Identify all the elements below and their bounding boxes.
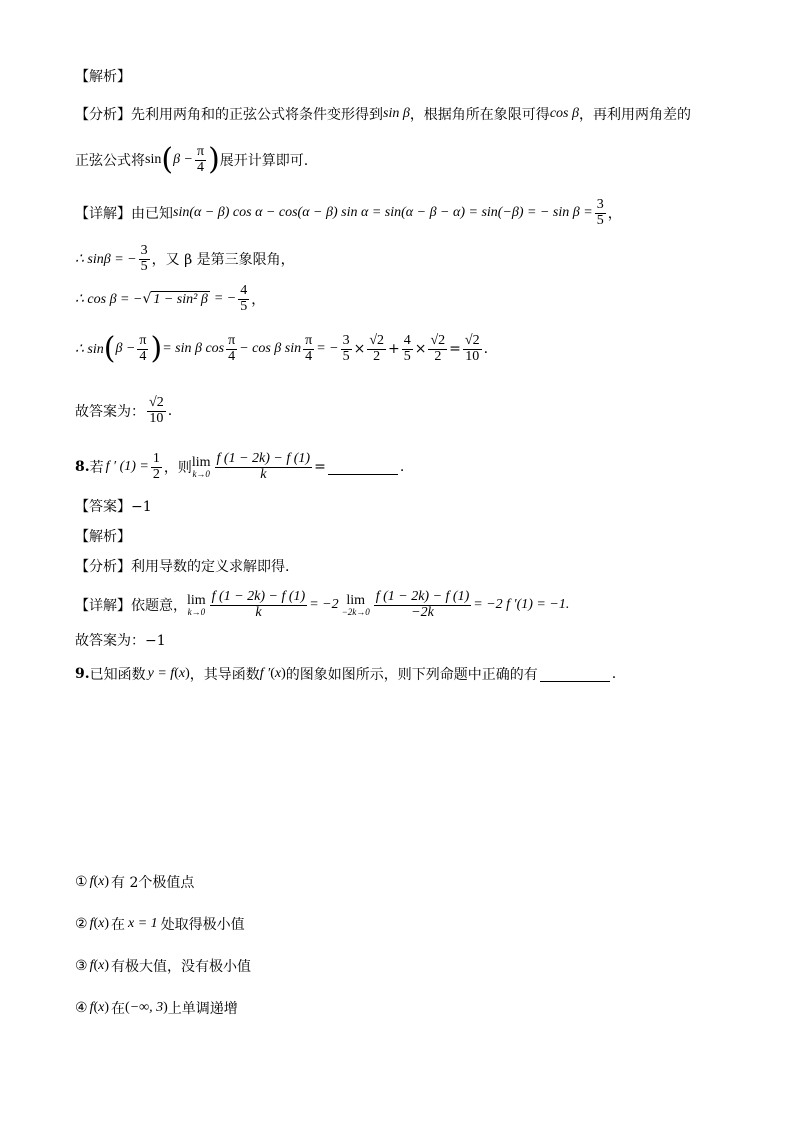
sin-beta-value: ∴ sinβ = −: [75, 251, 137, 267]
xiangjie-line1: 【详解】 由已知 sin(α − β) cos α − cos(α − β) sin α = sin(α − β − α) = sin(−β) = − sin β = $\frac{3}{5}$ ，: [75, 197, 622, 228]
cos-beta-pre: ∴ cos β = −: [75, 291, 143, 307]
xiangjie-tag: 【详解】: [75, 206, 131, 223]
option-4: ④ f ( x ) 在 ( −∞, 3 ) 上单调递增: [75, 1000, 238, 1017]
cos-beta: cos β: [549, 106, 579, 121]
question-number: 9.: [75, 666, 90, 682]
jiexi-heading: [75, 66, 131, 86]
limit-operator: lim k→0: [191, 454, 211, 479]
jiexi-tag: 【解析】: [75, 69, 131, 85]
quadrant-note: ，又 β 是第三象限角，: [151, 252, 295, 269]
fenxi-paragraph-line1: [75, 104, 691, 124]
fenxi-text: 先利用两角和的正弦公式将条件变形得到: [131, 107, 383, 123]
identity-expression: sin(α − β) cos α − cos(α − β) sin α = sin(α − β − α) = sin(−β) = − sin β =: [173, 205, 593, 221]
option-1: ① f ( x ) 有 2个极值点: [75, 874, 195, 891]
option-2: ② f ( x ) 在 x = 1 处取得极小值: [75, 916, 245, 933]
answer-label: 故答案为：: [75, 404, 145, 421]
fenxi-text: 正弦公式将: [75, 153, 145, 170]
xiangjie-line2: [75, 244, 295, 274]
frac-3-5: $\frac{3}{5}$: [596, 197, 604, 228]
fenxi-tag: 【分析】: [75, 107, 131, 123]
answer-blank: [540, 667, 610, 682]
q8-jiexi: 【解析】: [75, 529, 131, 545]
fenxi-text: ，根据角所在象限可得: [409, 107, 550, 123]
xiangjie-pre: 由已知: [131, 206, 173, 223]
xiangjie-line4: ∴ sin ( β − $\frac{\pi}{4}$ ) = sin β cos $\frac{\pi}{4}$ − cos β sin $\frac{\pi}{4}$ = − $\frac{3}{5}$ × $\frac{√2}{2}$ + $\frac{4}{5}$ × $\frac{√2}{2}$ = $\frac{√2}{10}$ .: [75, 331, 489, 367]
final-value: $\frac{√2}{10}$: [464, 333, 480, 364]
sin-beta: sin β: [383, 106, 410, 121]
fenxi-text: 展开计算即可.: [219, 153, 309, 170]
option-3: ③ f ( x ) 有极大值，没有极小值: [75, 958, 252, 975]
q7-answer: 故答案为： $\frac{√2}{10}$ .: [75, 395, 173, 426]
sqrt-expression: √ 1 − sin² β: [142, 290, 208, 307]
fenxi-text: ，再利用两角差的: [578, 107, 691, 123]
answer-blank: [328, 460, 398, 475]
beta-minus: β −: [173, 152, 193, 168]
question-number: 8.: [75, 459, 90, 476]
q9-stem: 9. 已知函数 y = f ( x ) ，其导函数 f ′ ( x ) 的图象如图所示，则下列命题中正确的有 .: [75, 666, 617, 683]
fenxi-paragraph-line2: 正弦公式将 sin ( β − $\frac{\pi}{4}$ ) 展开计算即可.: [75, 142, 309, 178]
frac-3-5: $\frac{3}{5}$: [140, 243, 148, 274]
q8-answer: 【答案】−1: [75, 499, 152, 515]
pi-over-4: $\frac{\pi}{4}$: [196, 144, 205, 175]
xiangjie-line3: ∴ cos β = − √ 1 − sin² β = − $\frac{4}{5}$ ，: [75, 283, 266, 314]
q8-stem: 8. 若 f ′ (1) = $\frac{1}{2}$ ，则 lim k→0 $\frac{f (1 - 2k) - f (1)}{k}$ = .: [75, 451, 405, 482]
q8-final: 故答案为：−1: [75, 633, 166, 649]
q8-fenxi: 【分析】利用导数的定义求解即得.: [75, 559, 290, 575]
answer-value: $\frac{√2}{10}$: [149, 395, 164, 426]
frac-4-5: $\frac{4}{5}$: [240, 283, 248, 314]
q8-xiangjie: 【详解】 依题意， lim k→0 $\frac{f (1 - 2k) - f (1)}{k}$ = −2 lim −2k→0 $\frac{f (1 - 2k) - f (1)}{-2k}$ = −2 f ′(1) = −1.: [75, 589, 570, 620]
